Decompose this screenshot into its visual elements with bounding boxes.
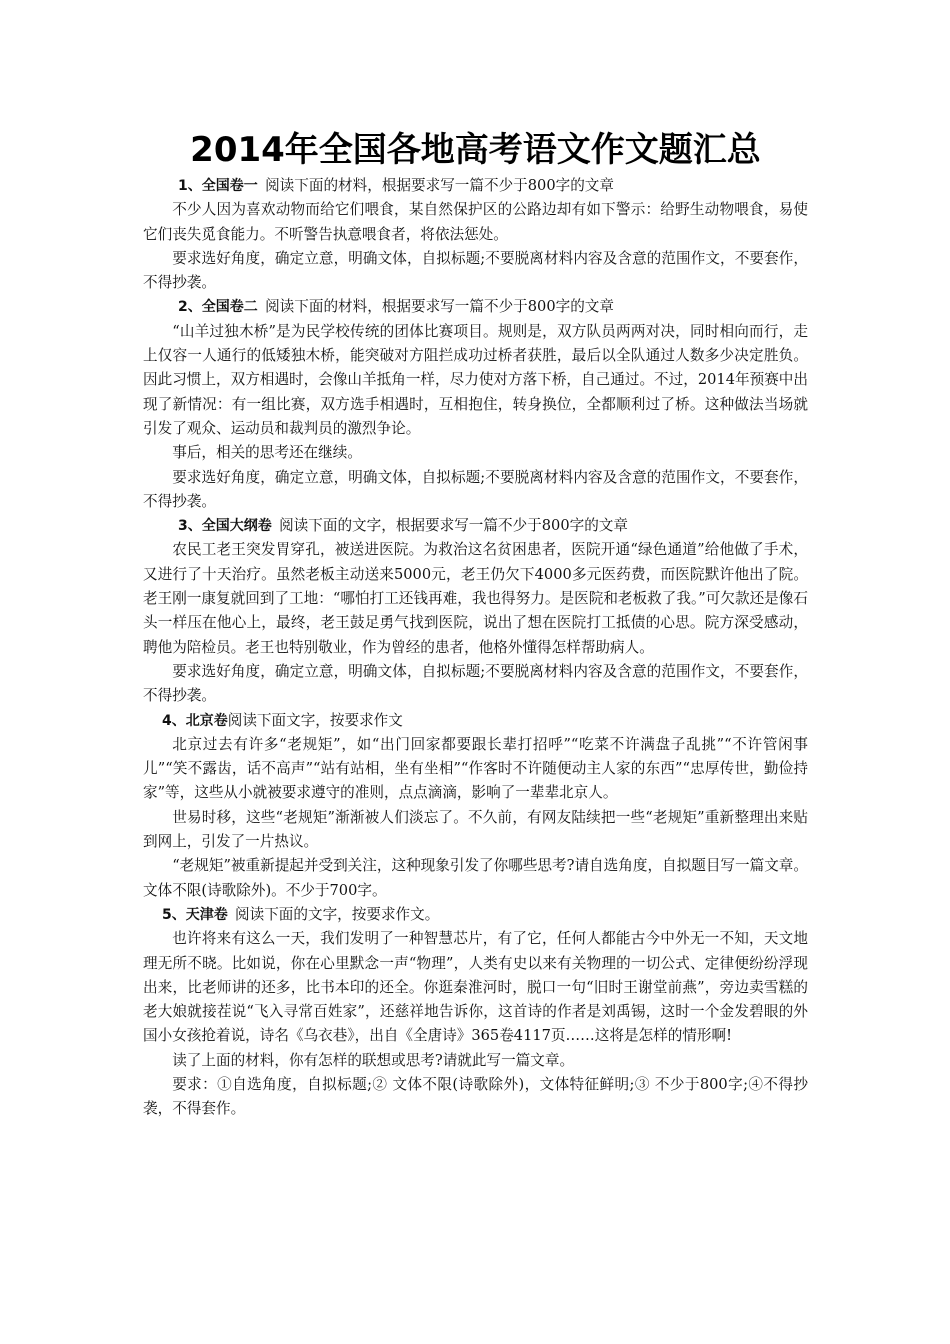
paragraph: 要求选好角度，确定立意，明确文体，自拟标题;不要脱离材料内容及含意的范围作文，不要套作，不得抄袭。 xyxy=(143,662,808,705)
section-label: 1、全国卷一 xyxy=(178,178,258,194)
section-heading xyxy=(143,903,808,927)
paragraph: 不少人因为喜欢动物而给它们喂食，某自然保护区的公路边却有如下警示：给野生动物喂食，易使它们丧失觅食能力。不听警告执意喂食者，将依法惩处。 xyxy=(143,201,808,243)
section-instruction: 阅读下面的材料，根据要求写一篇不少于800字的文章 xyxy=(265,177,614,194)
paragraph: 读了上面的材料，你有怎样的联想或思考?请就此写一篇文章。 xyxy=(172,1051,575,1069)
paragraph: 农民工老王突发胃穿孔，被送进医院。为救治这名贫困患者，医院开通“绿色通道”给他做了手术，又进行了十天治疗。虽然老板主动送来5000元，老王仍欠下4000多元医药费，而医院默许他出了院。老王刚一康复就回到了工地：“哪怕打工还钱再难，我也得努力。是医院和老板救了我。”可欠款还是像石头一样压在他心上，最终，老王鼓足勇气找到医院，说出了想在医院打工抵债的心思。院方深受感动，聘他为陪检员。老王也特别敬业，作为曾经的患者，他格外懂得怎样帮助病人。 xyxy=(143,541,808,656)
paragraph: 世易时移，这些“老规矩”渐渐被人们淡忘了。不久前，有网友陆续把一些“老规矩”重新整理出来贴到网上，引发了一片热议。 xyxy=(143,808,808,851)
section-5 xyxy=(143,903,808,1122)
paragraph: 也许将来有这么一天，我们发明了一种智慧芯片，有了它，任何人都能古今中外无一不知，天文地理无所不晓。比如说，你在心里默念一声“物理”，人类有史以来有关物理的一切公式、定律便纷纷浮现出来，比老师讲的还多，比书本印的还全。你逛秦淮河时，脱口一句“旧时王谢堂前燕”，旁边卖雪糕的老大娘就接茬说“飞入寻常百姓家”，还慈祥地告诉你，这首诗的作者是刘禹锡，这时一个金发碧眼的外国小女孩抢着说，诗名《乌衣巷》，出自《全唐诗》365卷4117页……这将是怎样的情形啊! xyxy=(143,930,808,1045)
page-title: 2014年全国各地高考语文作文题汇总 xyxy=(190,130,761,170)
section-label: 2、全国卷二 xyxy=(178,299,258,316)
section-heading xyxy=(143,514,808,538)
paragraph: 要求：①自选角度，自拟标题;② 文体不限(诗歌除外)，文体特征鲜明;③ 不少于800字;④不得抄袭，不得套作。 xyxy=(143,1075,808,1118)
paragraph: 要求选好角度，确定立意，明确文体，自拟标题;不要脱离材料内容及含意的范围作文，不要套作，不得抄袭。 xyxy=(143,249,808,292)
document-body xyxy=(143,128,808,1122)
section-heading xyxy=(143,295,808,319)
paragraph: “老规矩”被重新提起并受到关注，这种现象引发了你哪些思考?请自选角度，自拟题目写一篇文章。文体不限(诗歌除外)。不少于700字。 xyxy=(143,857,808,899)
section-instruction: 阅读下面的文字，根据要求写一篇不少于800字的文章 xyxy=(279,517,628,535)
section-3 xyxy=(143,514,808,708)
section-1 xyxy=(143,174,808,295)
paragraph: 北京过去有许多“老规矩”，如“出门回家都要跟长辈打招呼”“吃菜不许满盘子乱挑”“不许管闲事儿”“笑不露齿，话不高声”“站有站相，坐有坐相”“作客时不许随便动主人家的东西”“忠厚传世，勤俭持家”等，这些从小就被要求遵守的准则，点点滴滴，影响了一辈辈北京人。 xyxy=(143,735,808,802)
section-instruction: 阅读下面文字，按要求作文 xyxy=(227,711,403,729)
paragraph: 要求选好角度，确定立意，明确文体，自拟标题;不要脱离材料内容及含意的范围作文，不要套作，不得抄袭。 xyxy=(143,468,808,510)
section-label: 4、北京卷 xyxy=(161,712,228,729)
paragraph: “山羊过独木桥”是为民学校传统的团体比赛项目。规则是，双方队员两两对决，同时相向而行，走上仅容一人通行的低矮独木桥，能突破对方阻拦成功过桥者获胜，最后以全队通过人数多少决定胜负。因此习惯上，双方相遇时，会像山羊抵角一样，尽力使对方落下桥，自己通过。不过，2014年预赛中出现了新情况：有一组比赛，双方选手相遇时，互相抱住，转身换位，全都顺利过了桥。这种做法当场就引发了观众、运动员和裁判员的激烈争论。 xyxy=(143,322,808,437)
section-4 xyxy=(143,709,808,903)
section-heading xyxy=(143,709,808,733)
section-label: 5、天津卷 xyxy=(161,906,228,923)
paragraph: 事后，相关的思考还在继续。 xyxy=(172,444,362,462)
section-instruction: 阅读下面的文字，按要求作文。 xyxy=(235,905,440,923)
section-heading xyxy=(143,174,808,198)
section-label: 3、全国大纲卷 xyxy=(178,518,272,535)
section-instruction: 阅读下面的材料，根据要求写一篇不少于800字的文章 xyxy=(265,298,614,316)
section-2 xyxy=(143,295,808,514)
